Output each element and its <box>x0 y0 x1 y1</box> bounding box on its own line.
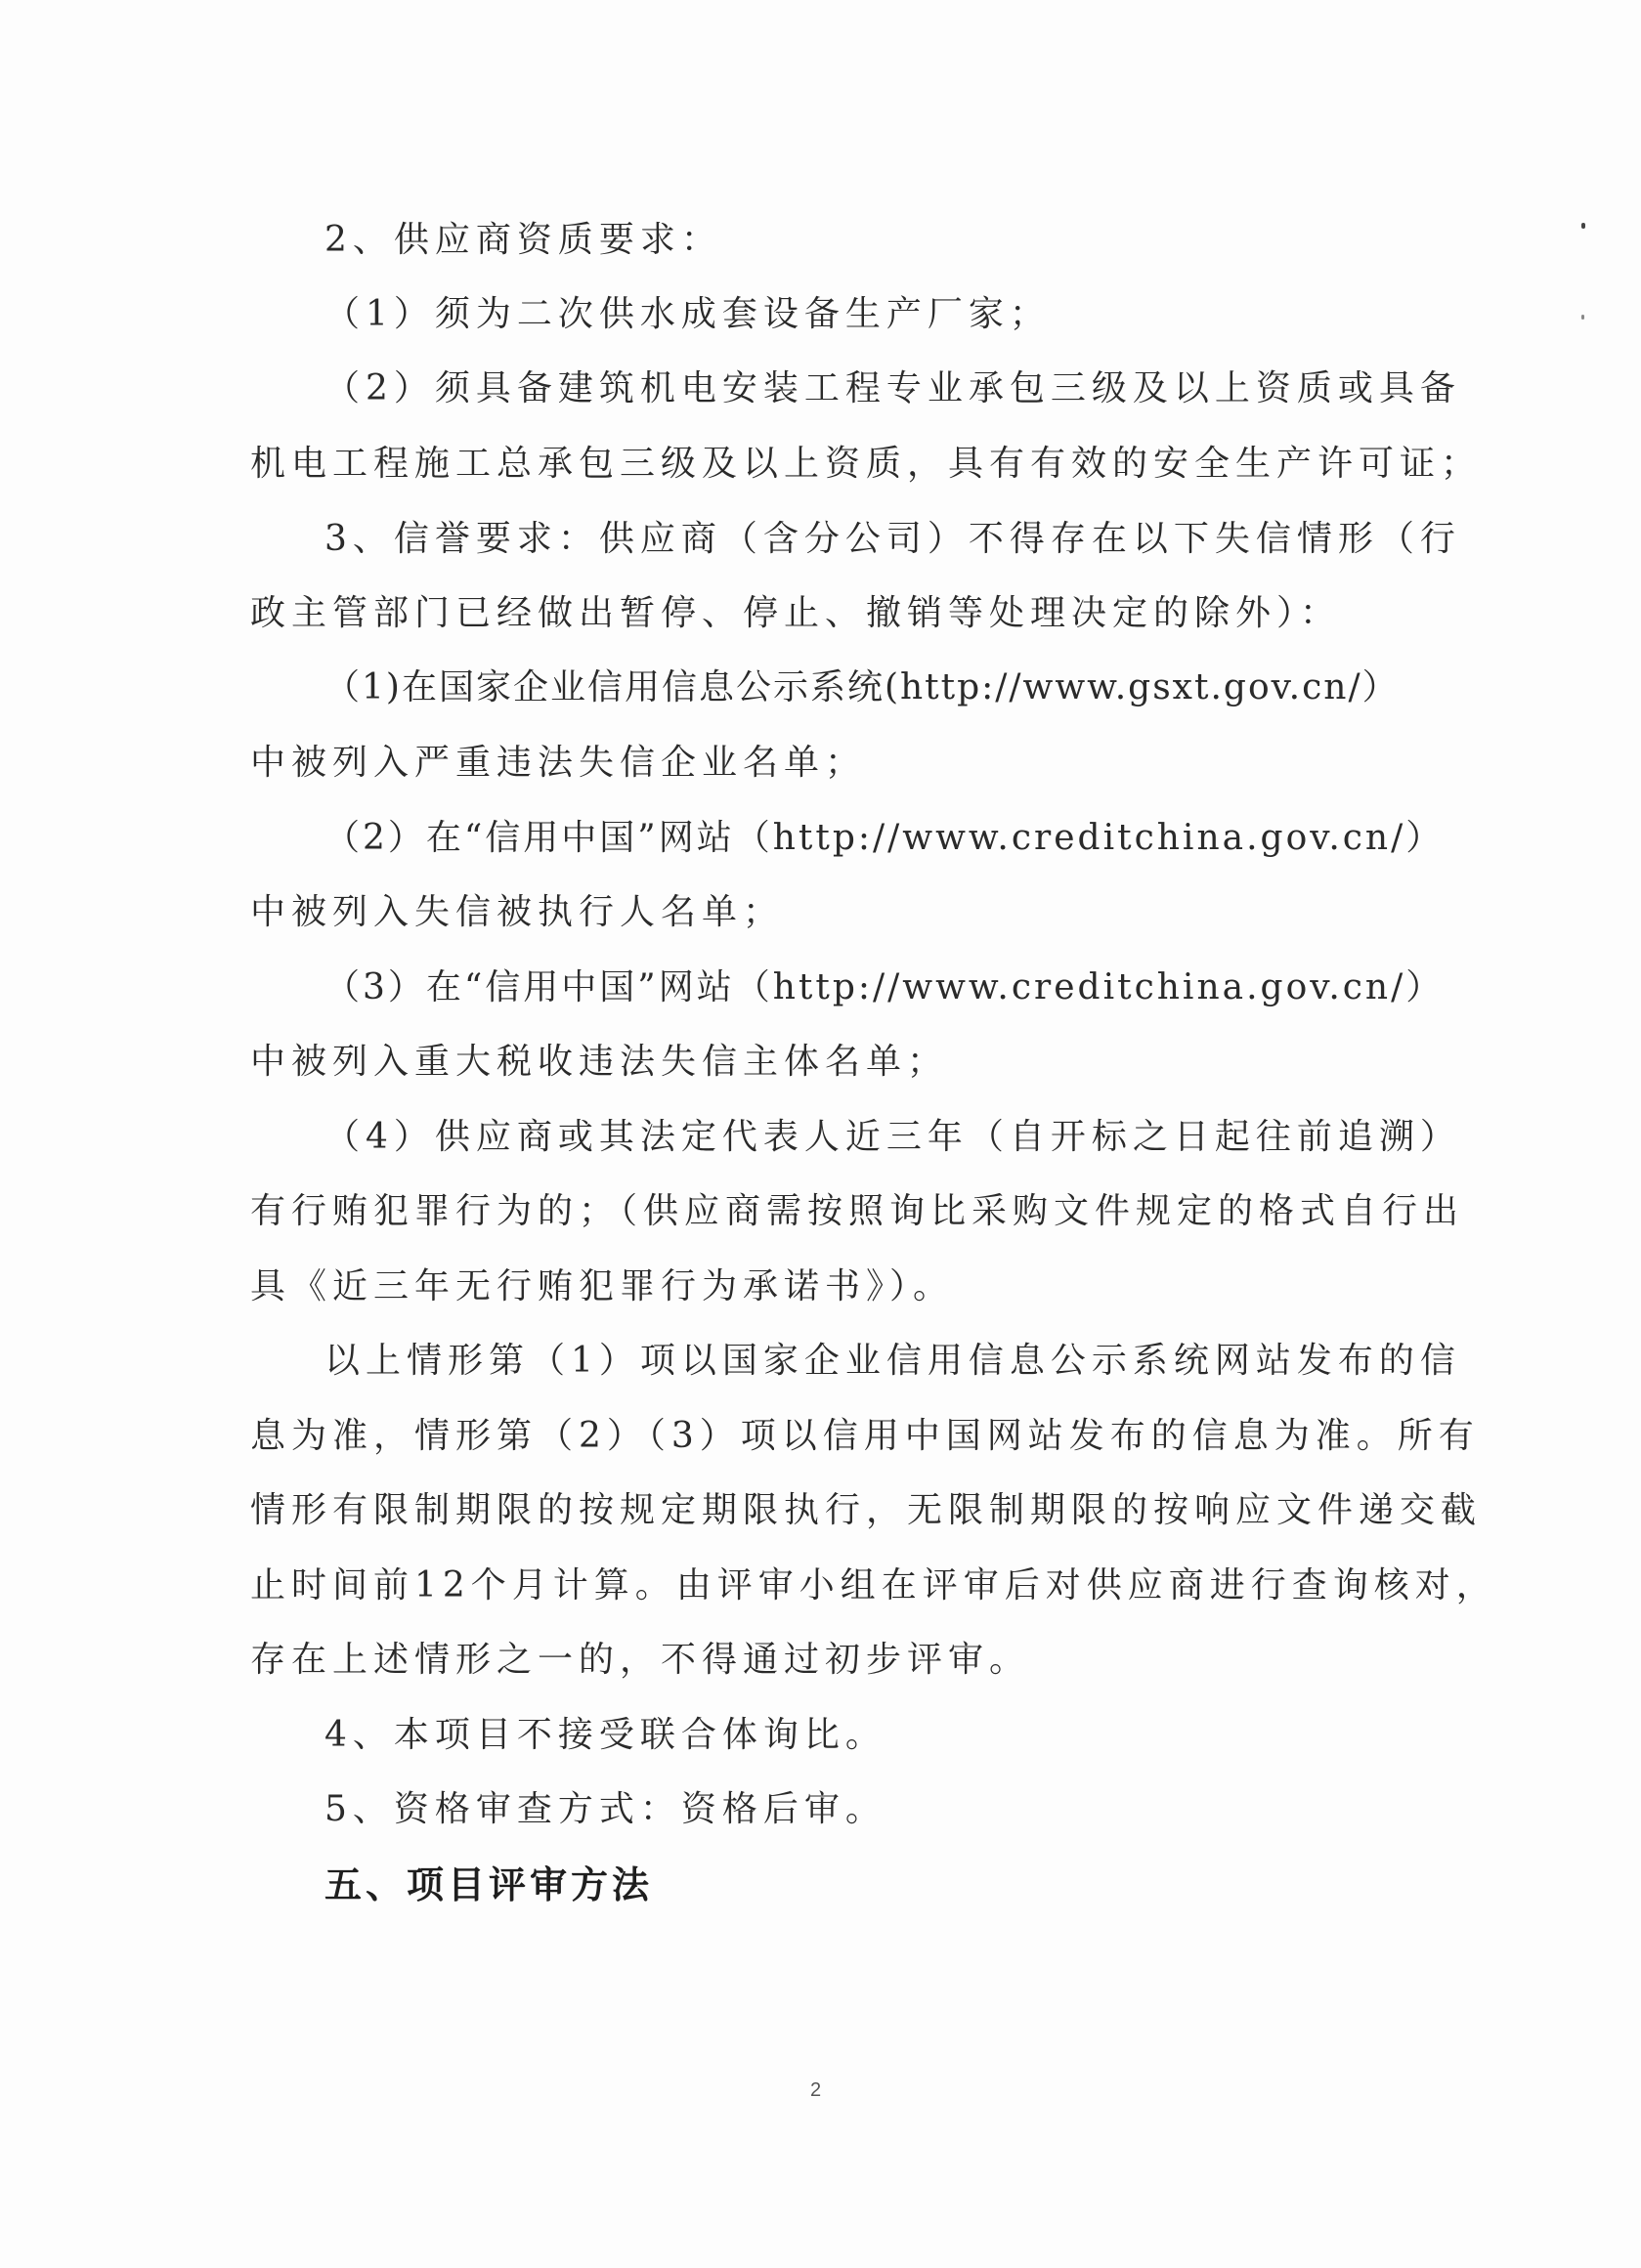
text-line: 2、供应商资质要求： <box>324 220 722 260</box>
text-line: （1)在国家企业信用信息公示系统(http://www.gsxt.gov.cn/） <box>324 667 1400 707</box>
text-line: （1）须为二次供水成套设备生产厂家； <box>324 294 1051 334</box>
text-line: 以上情形第（1）项以国家企业信用信息公示系统网站发布的信 <box>324 1341 1461 1381</box>
text-line: 情形有限制期限的按规定期限执行，无限制期限的按响应文件递交截 <box>250 1490 1483 1530</box>
page-number: 2 <box>810 2079 822 2101</box>
text-line: 中被列入严重违法失信企业名单； <box>250 743 867 783</box>
text-line: 止时间前12个月计算。由评审小组在评审后对供应商进行查询核对， <box>250 1565 1497 1605</box>
text-line: 5、资格审查方式：资格后审。 <box>324 1789 886 1829</box>
text-line: 机电工程施工总承包三级及以上资质，具有有效的安全生产许可证； <box>250 444 1483 484</box>
text-line: 有行贿犯罪行为的；（供应商需按照询比采购文件规定的格式自行出 <box>250 1191 1465 1231</box>
scan-speck <box>1581 223 1585 229</box>
text-line: （4）供应商或其法定代表人近三年（自开标之日起往前追溯） <box>324 1117 1461 1157</box>
text-line: 息为准，情形第（2）（3）项以信用中国网站发布的信息为准。所有 <box>250 1416 1480 1456</box>
text-line: （2）须具备建筑机电安装工程专业承包三级及以上资质或具备 <box>324 368 1461 408</box>
text-line: 具《近三年无行贿犯罪行为承诺书》）。 <box>250 1266 955 1306</box>
text-line: （3）在“信用中国”网站（http://www.creditchina.gov.cn/） <box>324 967 1445 1007</box>
text-line: 政主管部门已经做出暂停、停止、撤销等处理决定的除外）： <box>250 593 1342 633</box>
scan-speck <box>1581 315 1584 320</box>
text-line: 中被列入重大税收违法失信主体名单； <box>250 1042 949 1082</box>
text-line: 3、信誉要求：供应商（含分公司）不得存在以下失信情形（行 <box>324 519 1461 559</box>
text-line: 存在上述情形之一的，不得通过初步评审。 <box>250 1640 1031 1680</box>
text-line: 4、本项目不接受联合体询比。 <box>324 1715 886 1755</box>
text-line: 中被列入失信被执行人名单； <box>250 892 785 932</box>
text-line: （2）在“信用中国”网站（http://www.creditchina.gov.cn/） <box>324 818 1445 858</box>
section-heading: 五、项目评审方法 <box>324 1862 654 1906</box>
